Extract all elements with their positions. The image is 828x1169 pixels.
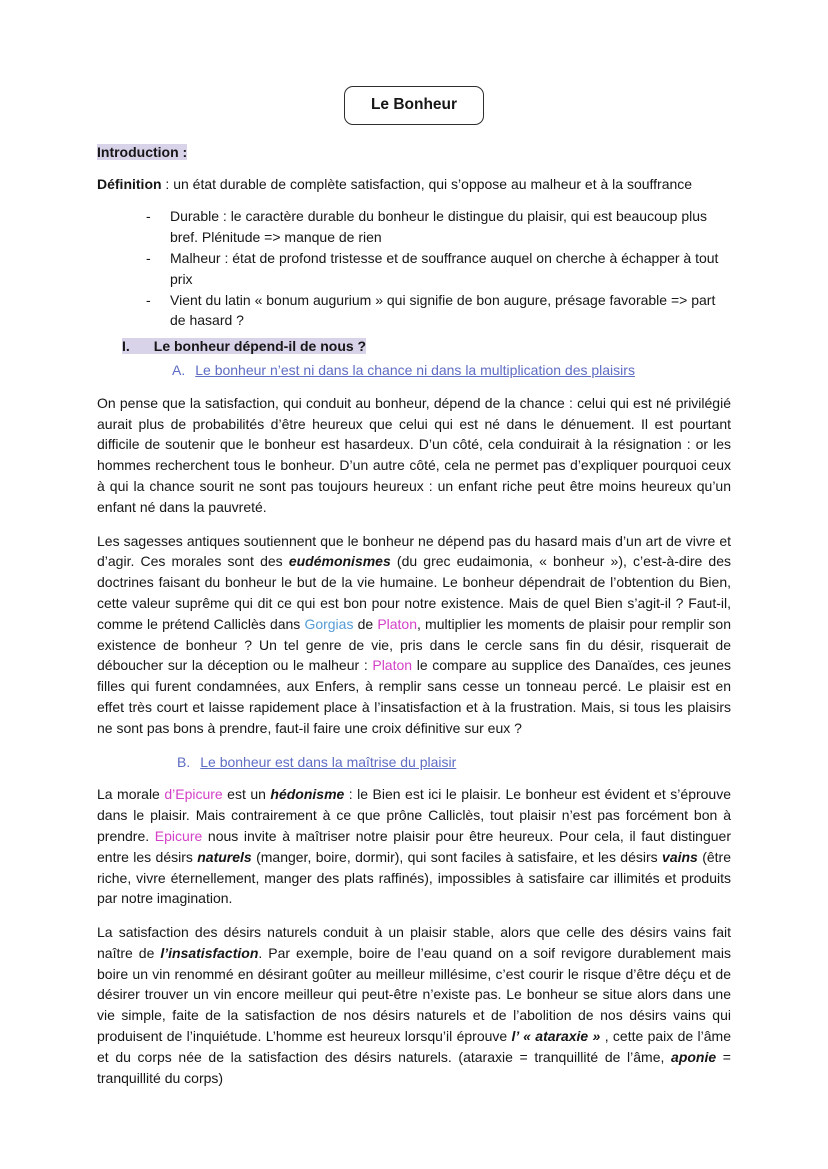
text-run: vains <box>662 848 698 865</box>
subsection-b-heading <box>177 752 731 773</box>
text-run: (être riche, vivre éternellement, manger des plats raffinés), impossibles à satisfaire car illimités et produits par notre imagination. <box>97 848 731 907</box>
text-run: . Par exemple, boire de l’eau quand on a soif revigore durablement mais boire un vin renommé en désirant goûter au meilleur millésime, c’est courir le risque d’être déçu et de désirer trouver un vin encore meilleur qui peut-être n’existe pas. Le bonheur se situe alors dans une vie simple, faite de la satisfaction de nos désirs naturels et de l’abolition de nos désirs vains qui produisent de l’inquiétude. L’homme est heureux lorsqu’il éprouve <box>97 944 731 1045</box>
subsection-a-letter: A. <box>172 361 186 378</box>
text-run: La morale <box>97 786 165 803</box>
text-run: l’insatisfaction <box>160 944 259 961</box>
subsection-a-heading <box>172 360 731 381</box>
definition-list-item-etymology <box>97 290 731 332</box>
text-run: hédonisme <box>270 786 345 803</box>
text-run: Platon <box>377 615 418 632</box>
text-run: , multiplier les moments de plaisir pour remplir son existence de bonheur ? Un tel genre de vie, pris dans le cercle sans fin du désir, risquerait de déboucher sur la déception ou le malheur : <box>97 615 731 674</box>
text-run: de <box>353 615 378 632</box>
section-1-title: Le bonheur dépend-il de nous ? <box>153 338 367 355</box>
text-run: , cette paix de l’âme et du corps née de la satisfaction des désirs naturels. (ataraxie = tranquillité de l’âme, <box>97 1028 732 1065</box>
paragraph-epicure-hedonisme <box>97 784 731 909</box>
text-run: (manger, boire, dormir), qui sont faciles à satisfaire, et les désirs <box>251 848 663 865</box>
subsection-b-letter: B. <box>177 753 191 770</box>
text-run: On pense que la satisfaction, qui conduit au bonheur, dépend de la chance : celui qui est né privilégié aurait plus de probabilités d’être heureux que celui qui est né dans le dénuement. Il est pourtant difficile de soutenir que le bonheur est hasardeux. D’un côté, cela conduirait à la résignation : or les hommes recherchent tous le bonheur. D’un autre côté, cela ne permet pas d’expliquer pourquoi ceux à qui la chance sourit ne sont pas toujours heureux : un enfant riche peut être moins heureux qu’un enfant né dans la pauvreté. <box>97 394 731 515</box>
text-run: (du grec eudaimonia, « bonheur »), c’est-à-dire des doctrines faisant du bonheur le but de la vie humaine. Le bonheur dépendrait de l’obtention du Bien, cette valeur suprême qui dit ce qui est bon pour notre existence. Mais de quel Bien s’agit-il ? Faut-il, comme le prétend Calliclès dans <box>97 553 732 632</box>
text-run: d’Epicure <box>164 786 223 803</box>
subsection-a-title: Le bonheur n’est ni dans la chance ni dans la multiplication des plaisirs <box>195 361 635 378</box>
document-title-box <box>344 86 484 125</box>
text-run: nous invite à maîtriser notre plaisir pour être heureux. Pour cela, il faut distinguer entre les désirs <box>97 827 731 865</box>
text-run: Définition <box>97 175 162 192</box>
text-run: Epicure <box>154 827 203 844</box>
text-run: : un état durable de complète satisfaction, qui s’oppose au malheur et à la souffrance <box>161 175 693 192</box>
text-run: naturels <box>197 848 252 865</box>
section-1-highlight <box>122 338 366 354</box>
section-1-number: I. <box>122 338 130 355</box>
text-run: Les sagesses antiques soutiennent que le bonheur ne dépend pas du hasard mais d’un art de vivre et d’agir. Ces morales sont des <box>97 532 731 570</box>
document-title: Le Bonheur <box>370 96 458 113</box>
title-row <box>97 86 731 125</box>
subsection-b-title: Le bonheur est dans la maîtrise du plaisir <box>200 753 457 770</box>
definition-list-item-malheur <box>97 248 731 290</box>
paragraph-sagesses-antiques <box>97 531 731 739</box>
text-run: Gorgias <box>304 615 354 632</box>
definition-list <box>97 206 731 331</box>
text-run: Vient du latin « bonum augurium » qui signifie de bon augure, présage favorable => part de hasard ? <box>170 291 716 329</box>
definition-list-item-durable <box>97 206 731 248</box>
intro-heading <box>97 142 731 163</box>
text-run: l’ « ataraxie » <box>511 1028 605 1045</box>
text-run: Malheur : état de profond tristesse et de souffrance auquel on cherche à échapper à tout prix <box>170 249 719 287</box>
intro-heading-text: Introduction : <box>97 143 188 160</box>
paragraph-chance <box>97 393 731 518</box>
definition-paragraph <box>97 174 731 195</box>
paragraph-desirs-ataraxie <box>97 922 731 1088</box>
text-run: : le Bien est ici le plaisir. Le bonheur est évident et s’éprouve dans le plaisir. Mais contrairement à ce que prône Calliclès, tout plaisir n’est pas forcément bon à prendre. <box>97 786 731 844</box>
text-run: = tranquillité du corps) <box>97 1048 731 1086</box>
text-run: eudémonismes <box>288 553 391 570</box>
text-run: La satisfaction des désirs naturels conduit à un plaisir stable, alors que celle des désirs vains fait naître de <box>97 924 731 961</box>
text-run: est un <box>222 786 271 803</box>
text-run: aponie <box>671 1048 717 1065</box>
text-run: le compare au supplice des Danaïdes, ces jeunes filles qui furent condamnées, aux Enfers, à remplir sans cesse un tonneau percé. Le plaisir est en effet très court et laisse rapidement place à l’insatisfaction et à la frustration. Mais, si tous les plaisirs ne sont pas bons à prendre, faut-il faire une croix définitive sur eux ? <box>97 657 731 736</box>
text-run: Durable : le caractère durable du bonheur le distingue du plaisir, qui est beaucoup plus bref. Plénitude => manque de rien <box>170 208 708 246</box>
section-1-heading <box>122 336 731 357</box>
text-run: Platon <box>372 657 413 674</box>
